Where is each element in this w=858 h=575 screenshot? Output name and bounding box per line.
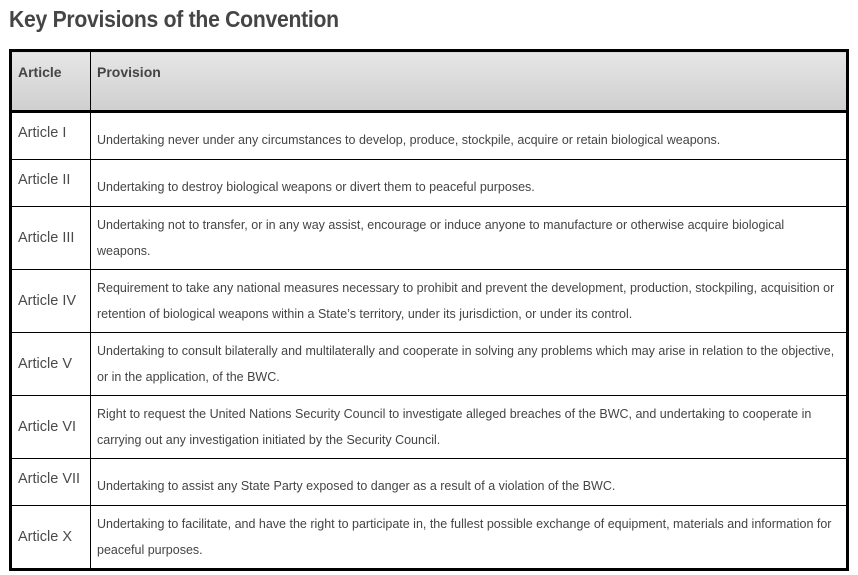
page-title: Key Provisions of the Convention	[9, 6, 339, 32]
table-row	[11, 207, 848, 270]
provision-cell: Right to request the United Nations Security Council to investigate alleged breaches of the BWC, and undertaking to cooperate in carrying out any investigation initiated by the Security Council.	[91, 396, 848, 459]
provision-cell: Undertaking to consult bilaterally and multilaterally and cooperate in solving any problems which may arise in relation to the objective, or in the application, of the BWC.	[91, 333, 848, 396]
article-cell: Article VI	[11, 396, 91, 459]
table-row	[11, 506, 848, 570]
article-cell: Article IV	[11, 270, 91, 333]
table-row	[11, 270, 848, 333]
article-cell: Article II	[11, 160, 91, 207]
article-cell: Article X	[11, 506, 91, 570]
provision-cell: Undertaking to assist any State Party exposed to danger as a result of a violation of the BWC.	[91, 459, 848, 506]
article-cell: Article III	[11, 207, 91, 270]
table-row	[11, 112, 848, 160]
table-row	[11, 459, 848, 506]
table-header-row	[11, 51, 848, 112]
provision-cell: Undertaking to destroy biological weapons or divert them to peaceful purposes.	[91, 160, 848, 207]
table-row	[11, 396, 848, 459]
provision-cell: Undertaking to facilitate, and have the right to participate in, the fullest possible exchange of equipment, materials and information for peaceful purposes.	[91, 506, 848, 570]
provisions-table	[9, 49, 849, 571]
article-cell: Article VII	[11, 459, 91, 506]
provision-cell: Undertaking never under any circumstances to develop, produce, stockpile, acquire or retain biological weapons.	[91, 112, 848, 160]
table-row	[11, 160, 848, 207]
article-cell: Article I	[11, 112, 91, 160]
provision-cell: Undertaking not to transfer, or in any way assist, encourage or induce anyone to manufacture or otherwise acquire biological weapons.	[91, 207, 848, 270]
article-cell: Article V	[11, 333, 91, 396]
provision-cell: Requirement to take any national measures necessary to prohibit and prevent the development, production, stockpiling, acquisition or retention of biological weapons within a State’s territory, under its jurisdiction, or under its control.	[91, 270, 848, 333]
column-header-provision: Provision	[91, 51, 848, 112]
table-row	[11, 333, 848, 396]
column-header-article: Article	[11, 51, 91, 112]
